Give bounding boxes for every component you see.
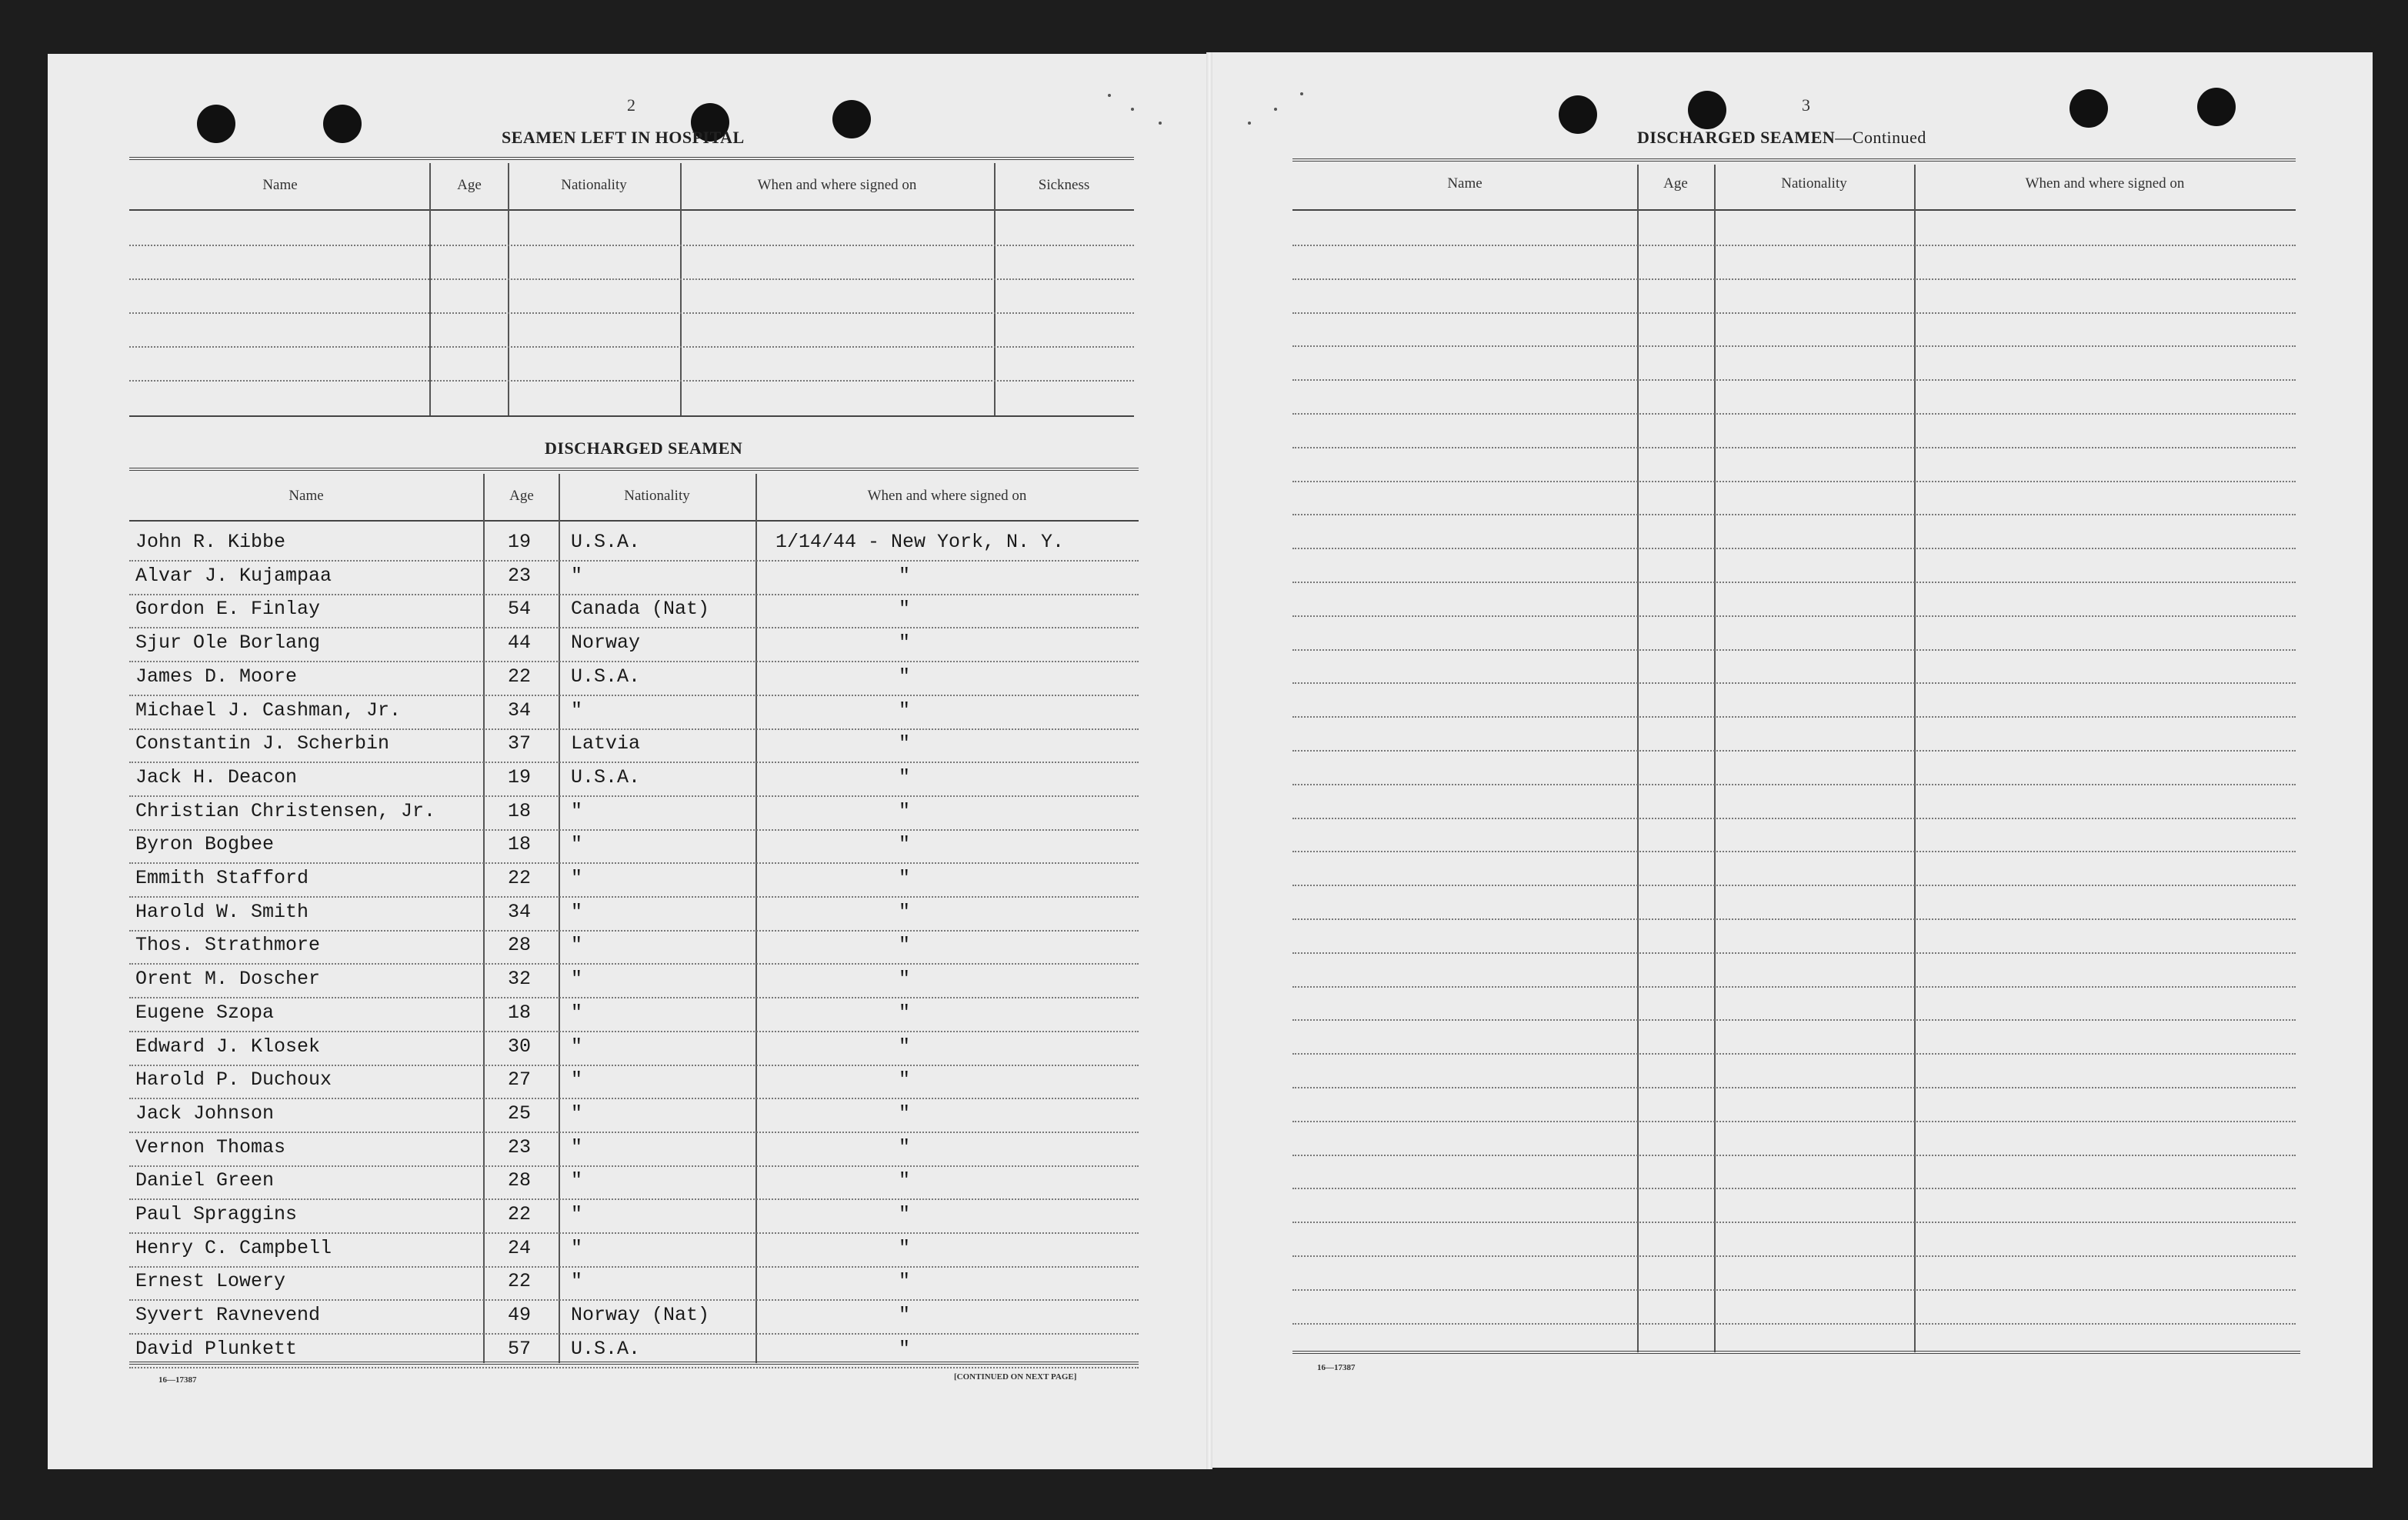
table-row-line [129,762,1139,763]
rule [129,415,1134,417]
rule [1292,209,2296,211]
seaman-signed-on: " [899,833,911,856]
blank-row [1292,1019,2296,1021]
rule [129,520,1139,522]
column-header-sickness: Sickness [1038,177,1090,193]
form-number: 16—17387 [158,1375,197,1385]
table-row-line [129,1165,1139,1167]
table-row-line [129,1299,1139,1301]
seaman-nationality: " [571,867,583,889]
seaman-signed-on: " [899,900,911,923]
blank-row [1292,1255,2296,1257]
table-row-line [129,1367,1139,1368]
blank-row [1292,379,2296,381]
seaman-nationality: " [571,1203,583,1225]
seaman-signed-on: " [899,732,911,755]
seaman-signed-on: " [899,934,911,957]
column-header-age: Age [457,177,482,193]
seaman-name: Syvert Ravnevend [135,1304,321,1327]
seaman-name: Harold P. Duchoux [135,1068,332,1092]
blank-row [1292,918,2296,920]
seaman-age: 18 [508,833,532,856]
blank-row [1292,952,2296,954]
rule [1292,1351,2300,1356]
table-row-line [129,1333,1139,1335]
seaman-name: Alvar J. Kujampaa [135,564,332,587]
blank-row [129,312,1134,314]
seaman-age: 32 [508,968,532,991]
blank-row [1292,447,2296,448]
table-row-line [129,661,1139,662]
punch-hole [197,105,235,143]
column-divider [508,163,509,417]
seaman-age: 28 [508,1169,532,1192]
seaman-nationality: " [571,1001,583,1024]
seaman-nationality: Norway [571,632,641,655]
seaman-name: Henry C. Campbell [135,1236,332,1259]
rule [129,209,1134,211]
seaman-age: 19 [508,531,532,553]
seaman-nationality: " [571,698,583,722]
title-main: DISCHARGED SEAMEN [1637,128,1836,147]
column-header-name: Name [1447,175,1482,192]
seaman-signed-on: " [899,1236,911,1259]
seaman-age: 18 [508,1001,532,1024]
seaman-name: Edward J. Klosek [135,1035,321,1058]
seaman-age: 37 [508,732,532,755]
seaman-nationality: " [571,1169,583,1192]
title-suffix: —Continued [1835,128,1926,147]
seaman-name: Paul Spraggins [135,1203,298,1225]
seaman-age: 57 [508,1337,532,1360]
seaman-name: Harold W. Smith [135,900,309,923]
table-row-line [129,695,1139,696]
seaman-nationality: " [571,1068,583,1092]
seaman-name: Christian Christensen, Jr. [135,799,436,822]
seaman-signed-on: " [899,968,911,991]
seaman-age: 22 [508,665,532,688]
blank-row [1292,682,2296,684]
seaman-signed-on: " [899,867,911,889]
seaman-name: Thos. Strathmore [135,934,321,957]
blank-row [1292,481,2296,482]
column-header-nationality: Nationality [1781,175,1847,192]
table-row-line [129,627,1139,628]
blank-row [1292,750,2296,752]
table-row-line [129,1232,1139,1234]
seaman-nationality: " [571,900,583,923]
continued-section-title [1637,128,1926,148]
column-divider [755,474,757,1363]
blank-row [1292,245,2296,246]
seaman-name: Michael J. Cashman, Jr. [135,698,402,722]
blank-row [1292,649,2296,651]
seaman-age: 22 [508,867,532,889]
seaman-name: Eugene Szopa [135,1001,275,1024]
seaman-signed-on: " [899,1135,911,1158]
table-row-line [129,1065,1139,1066]
continued-note: [CONTINUED ON NEXT PAGE] [954,1372,1077,1382]
blank-row [1292,615,2296,617]
seaman-age: 24 [508,1236,532,1259]
punch-hole [1559,95,1597,134]
table-row-line [129,862,1139,864]
column-divider [680,163,682,417]
seaman-age: 30 [508,1035,532,1058]
seaman-signed-on: " [899,1337,911,1360]
seaman-age: 49 [508,1304,532,1327]
blank-row [1292,514,2296,515]
seaman-age: 25 [508,1102,532,1125]
column-header-signed-on: When and where signed on [867,488,1027,504]
seaman-signed-on: " [899,598,911,621]
seaman-name: Jack Johnson [135,1102,275,1125]
discharged-section-title: DISCHARGED SEAMEN [545,438,743,458]
seaman-nationality: " [571,1270,583,1293]
punch-hole [2197,88,2236,126]
table-row-line [129,997,1139,998]
seaman-signed-on: " [899,1102,911,1125]
seaman-age: 34 [508,900,532,923]
table-row-line [129,1098,1139,1099]
blank-row [1292,851,2296,852]
column-divider [559,474,560,1363]
seaman-signed-on: 1/14/44 - New York, N. Y. [775,531,1065,553]
seaman-name: Ernest Lowery [135,1270,286,1293]
seaman-name: John R. Kibbe [135,531,286,553]
speck [1274,108,1277,111]
column-divider [429,163,431,417]
blank-row [1292,278,2296,280]
speck [1108,94,1111,97]
seaman-name: James D. Moore [135,665,298,688]
blank-row [1292,413,2296,415]
speck [1300,92,1303,95]
rule [129,468,1139,473]
seaman-nationality: " [571,799,583,822]
seaman-nationality: " [571,1135,583,1158]
blank-row [1292,1188,2296,1189]
seaman-nationality: " [571,564,583,587]
seaman-age: 54 [508,598,532,621]
column-divider [994,163,996,417]
table-row-line [129,1266,1139,1268]
seaman-age: 22 [508,1203,532,1225]
page-number: 2 [627,95,635,115]
seaman-nationality: U.S.A. [571,665,641,688]
seaman-name: Emmith Stafford [135,867,309,889]
table-row-line [129,896,1139,898]
column-header-age: Age [509,488,534,504]
seaman-nationality: Canada (Nat) [571,598,710,621]
column-header-signed-on: When and where signed on [2025,175,2185,192]
seaman-age: 28 [508,934,532,957]
seaman-nationality: " [571,968,583,991]
table-row-line [129,1031,1139,1032]
blank-row [1292,548,2296,549]
seaman-age: 44 [508,632,532,655]
table-row-line [129,1198,1139,1200]
seaman-age: 19 [508,765,532,788]
table-row-line [129,930,1139,932]
seaman-signed-on: " [899,665,911,688]
speck [1159,122,1162,125]
blank-row [129,346,1134,348]
blank-row [1292,986,2296,988]
seaman-nationality: U.S.A. [571,765,641,788]
punch-hole [323,105,362,143]
column-divider [483,474,485,1363]
seaman-name: Daniel Green [135,1169,275,1192]
table-row-line [129,594,1139,595]
seaman-signed-on: " [899,1001,911,1024]
seaman-signed-on: " [899,564,911,587]
blank-row [129,245,1134,246]
seaman-name: David Plunkett [135,1337,298,1360]
seaman-name: Orent M. Doscher [135,968,321,991]
seaman-signed-on: " [899,799,911,822]
blank-row [1292,885,2296,886]
table-row-line [129,963,1139,965]
punch-hole [1688,91,1726,129]
column-divider [1714,165,1716,1352]
blank-row [1292,345,2296,347]
seaman-signed-on: " [899,632,911,655]
column-header-nationality: Nationality [624,488,690,504]
table-row-line [129,1132,1139,1133]
seaman-name: Vernon Thomas [135,1135,286,1158]
seaman-nationality: U.S.A. [571,1337,641,1360]
column-header-nationality: Nationality [561,177,627,193]
table-row-line [129,560,1139,562]
blank-row [1292,818,2296,819]
seaman-signed-on: " [899,1169,911,1192]
seaman-nationality: Latvia [571,732,641,755]
seaman-signed-on: " [899,765,911,788]
seaman-name: Constantin J. Scherbin [135,732,390,755]
seaman-signed-on: " [899,1068,911,1092]
blank-row [1292,1222,2296,1223]
hospital-section-title: SEAMEN LEFT IN HOSPITAL [502,128,745,147]
seaman-nationality: " [571,1102,583,1125]
blank-row [1292,582,2296,583]
table-row-line [129,829,1139,831]
seaman-nationality: Norway (Nat) [571,1304,710,1327]
page-number: 3 [1802,95,1810,115]
seaman-age: 23 [508,1135,532,1158]
seaman-age: 22 [508,1270,532,1293]
rule [129,1362,1139,1367]
rule [129,157,1134,162]
seaman-nationality: U.S.A. [571,531,641,553]
page-crease [1206,52,1212,1469]
speck [1131,108,1134,111]
seaman-nationality: " [571,1035,583,1058]
seaman-age: 23 [508,564,532,587]
speck [1248,122,1251,125]
blank-row [1292,1323,2296,1325]
blank-row [1292,312,2296,314]
seaman-signed-on: " [899,1035,911,1058]
column-divider [1914,165,1916,1352]
punch-hole [2069,89,2108,128]
blank-row [1292,716,2296,718]
seaman-nationality: " [571,934,583,957]
column-header-age: Age [1663,175,1688,192]
seaman-nationality: " [571,1236,583,1259]
seaman-age: 18 [508,799,532,822]
seaman-age: 34 [508,698,532,722]
column-header-signed-on: When and where signed on [757,177,917,193]
seaman-name: Jack H. Deacon [135,765,298,788]
seaman-name: Byron Bogbee [135,833,275,856]
blank-row [1292,1289,2296,1291]
seaman-name: Sjur Ole Borlang [135,632,321,655]
rule [1292,158,2296,164]
blank-row [1292,1087,2296,1088]
column-header-name: Name [262,177,298,193]
table-row-line [129,795,1139,797]
seaman-signed-on: " [899,1270,911,1293]
blank-row [1292,1155,2296,1156]
blank-row [129,380,1134,382]
form-number: 16—17387 [1317,1363,1356,1372]
seaman-nationality: " [571,833,583,856]
seaman-name: Gordon E. Finlay [135,598,321,621]
blank-row [1292,1121,2296,1122]
column-header-name: Name [288,488,324,504]
blank-row [1292,784,2296,785]
seaman-signed-on: " [899,1203,911,1225]
blank-row [1292,1053,2296,1055]
seaman-signed-on: " [899,1304,911,1327]
blank-row [129,278,1134,280]
column-divider [1637,165,1639,1352]
seaman-age: 27 [508,1068,532,1092]
table-row-line [129,728,1139,730]
seaman-signed-on: " [899,698,911,722]
punch-hole [832,100,871,138]
